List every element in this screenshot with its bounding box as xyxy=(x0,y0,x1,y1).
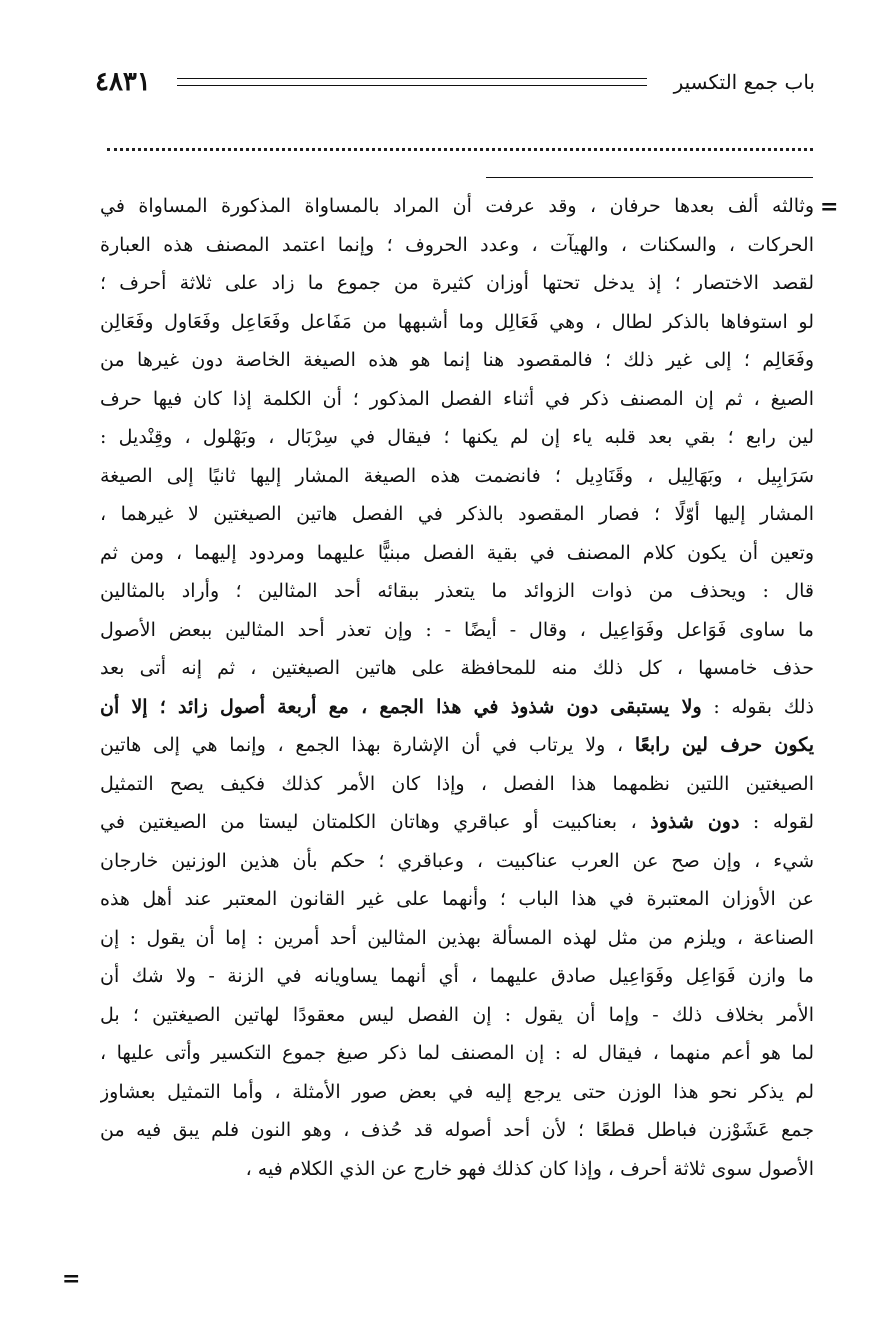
text-line: المشار إليها أوّلًا ؛ فصار المقصود بالذكر في الفصل هاتين الصيغتين لا غيرهما ، xyxy=(100,503,814,525)
text-line: ما ساوى فَوَاعل وفَوَاعِيل ، وقال - أيضًا - : وإن تعذر أحد المثالين ببعض الأصول xyxy=(100,618,814,641)
footnote-rule xyxy=(486,177,813,178)
text-line: ما وازن فَوَاعِل وفَوَاعِيل صادق عليهما ، أي أنهما يساويانه في الزنة - ولا شك أن xyxy=(100,965,814,987)
text-line: ذلك بقوله : ولا يستبقى دون شذوذ في هذا الجمع ، مع أربعة أصول زائد ؛ إلا أن xyxy=(100,695,814,718)
text-line: وتعين أن يكون كلام المصنف في بقية الفصل مبنيًّا عليهما ومردود إليهما ، ومن ثم xyxy=(100,541,814,564)
text-line: يكون حرف لين رابعًا ، ولا يرتاب في أن الإشارة بهذا الجمع ، وإنما هي إلى هاتين xyxy=(100,734,814,756)
header-rule xyxy=(177,85,647,86)
text-line: الأمر بخلاف ذلك - وإما أن يقول : إن الفصل ليس معقودًا لهاتين الصيغتين ؛ بل xyxy=(100,1003,814,1026)
bold-quote: ولا يستبقى دون شذوذ في هذا الجمع ، مع أربعة أصول زائد ؛ إلا أن xyxy=(100,695,702,718)
continuation-mark-top: = xyxy=(820,194,839,220)
text-line: لقصد الاختصار ؛ إذ يدخل تحتها أوزان كثيرة من جموع ما زاد على ثلاثة أحرف ؛ xyxy=(100,272,814,294)
text-line: وثالثه ألف بعدها حرفان ، وقد عرفت أن المراد بالمساواة المذكورة المساواة في xyxy=(100,195,814,217)
text-line: جمع عَشَوْزن فباطل قطعًا ؛ لأن أحد أصوله قد حُذف ، وهو النون فلم يبق فيه من xyxy=(100,1119,814,1141)
text-line: الحركات ، والسكنات ، والهيآت ، وعدد الحروف ؛ وإنما اعتمد المصنف هذه العبارة xyxy=(100,233,814,256)
text-line: لم يذكر نحو هذا الوزن حتى يرجع إليه في بعض صور الأمثلة ، وأما التمثيل بعشاوز xyxy=(100,1080,814,1103)
text-line: لقوله : دون شذوذ ، بعناكبيت أو عباقري وهاتان الكلمتان ليستا من الصيغتين في xyxy=(100,811,814,833)
text-line: لو استوفاها بالذكر لطال ، وهي فَعَالِل وما أشبهها من مَفَاعل وفَعَاعِل وفَعَاول وفَعَالِن xyxy=(100,310,814,333)
page-number: ٤٨٣١ xyxy=(95,67,151,97)
bold-quote: دون شذوذ xyxy=(650,811,740,833)
text-line: قال : ويحذف من ذوات الزوائد ما يتعذر ببقائه أحد المثالين ؛ وأراد بالمثالين xyxy=(100,580,814,602)
text-line: لما هو أعم منهما ، فيقال له : إن المصنف لما ذكر صيغ جموع التكسير وأتى عليها ، xyxy=(100,1042,814,1064)
chapter-title: باب جمع التكسير xyxy=(673,70,815,94)
continuation-mark-bottom: = xyxy=(62,1266,81,1292)
body-text xyxy=(100,187,814,1188)
text-line: الصناعة ، ويلزم من مثل لهذه المسألة بهذين المثالين أحد أمرين : إما أن يقول : إن xyxy=(100,926,814,949)
dotted-separator xyxy=(107,148,813,151)
text-line: لين رابع ؛ بقي بعد قلبه ياء إن لم يكنها ؛ فيقال في سِرْبَال ، وبَهْلول ، وقِنْديل : xyxy=(100,426,814,448)
text-line: وفَعَالِم ؛ إلى غير ذلك ؛ فالمقصود هنا إنما هو هذه الصيغة الخاصة دون غيرها من xyxy=(100,349,814,371)
text-line: عن الأوزان المعتبرة في هذا الباب ؛ وأنهما على غير القانون المعتبر عند أهل هذه xyxy=(100,888,814,910)
bold-quote: يكون حرف لين رابعًا xyxy=(634,734,814,756)
page-header xyxy=(95,62,815,102)
text-line: الصيغ ، ثم إن المصنف ذكر في أثناء الفصل المذكور ؛ أن الكلمة إذا كان فيها حرف xyxy=(100,387,814,410)
header-rule xyxy=(177,78,647,79)
text-line: حذف خامسها ، كل ذلك منه للمحافظة على هاتين الصيغتين ، ثم إنه أتى بعد xyxy=(100,657,814,679)
text-line: شيء ، وإن صح عن العرب عناكبيت ، وعباقري ؛ حكم بأن هذين الوزنين خارجان xyxy=(100,849,814,872)
text-line: الأصول سوى ثلاثة أحرف ، وإذا كان كذلك فهو خارج عن الذي الكلام فيه ، xyxy=(245,1157,814,1180)
text-line: سَرَابِيل ، وبَهَالِيل ، وقَنَادِيل ؛ فانضمت هذه الصيغة المشار إليها ثانيًا إلى الصيغة xyxy=(100,464,814,487)
text-line: الصيغتين اللتين نظمهما هذا الفصل ، وإذا كان الأمر كذلك فكيف يصح التمثيل xyxy=(100,772,814,795)
